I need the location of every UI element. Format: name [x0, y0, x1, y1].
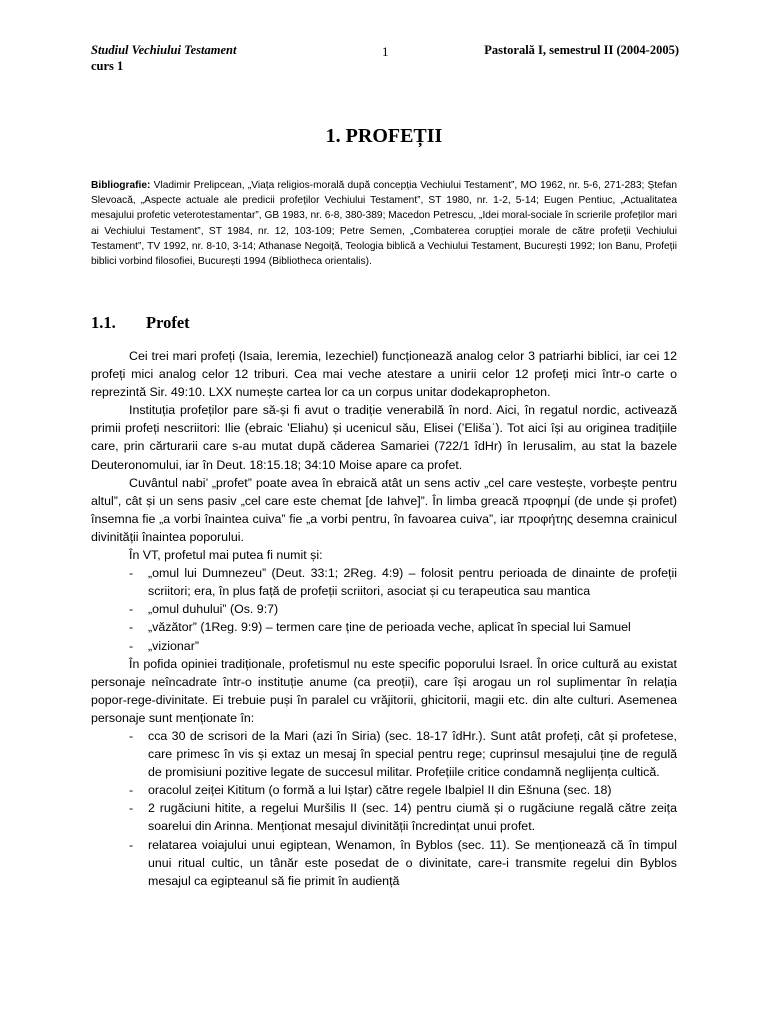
section-number: 1.1. [91, 313, 116, 332]
list-item-text: relatarea voiajului unui egiptean, Wenamon, în Byblos (sec. 11). Se menționează că în timpul unui ritual cultic, un tânăr este posedat de o divinitate, care-i transmite regelui din Byblos mesajul ca egipteanul să fie primit în audiență [148, 837, 677, 888]
list-dash: - [129, 783, 134, 798]
list-dash: - [129, 801, 134, 816]
list-dash: - [129, 566, 134, 581]
list-item [91, 781, 677, 799]
header-page-number: 1 [382, 44, 389, 59]
paragraph: Cuvântul nabi’ „profet” poate avea în ebraică atât un sens activ „cel care vestește, vorbește pentru altul”, cât și un sens pasiv „cel care este chemat [de Iahve]”. În limba greacă προφημί (de unde și profet) însemna fie „a vorbi înaintea cuiva” fie „a vorbi pentru, în favoarea cuiva”, iar προφήτης desemna crainicul divinității înaintea poporului. [91, 475, 677, 544]
body-text [91, 347, 677, 890]
list-item [91, 600, 677, 618]
section-title: Profet [146, 313, 190, 332]
list-item-text: cca 30 de scrisori de la Mari (azi în Siria) (sec. 18-17 îdHr.). Sunt atât profeți, cât și profetese, care primesc în vis și extaz un mesaj în special pentru rege; cuprinsul mesajului ține de regulă de promisiuni pozitive legate de succesul militar. Profețiile critice condamnă neglijența cultică. [148, 728, 677, 780]
list-item [91, 727, 677, 781]
prophet-names-list [91, 564, 677, 654]
bibliography-label: Bibliografie: [91, 180, 151, 191]
list-item [91, 564, 677, 600]
list-dash: - [129, 638, 134, 653]
list-item-text: oracolul zeiței Kititum (o formă a lui Iștar) către regele Ibalpiel II din Ešnuna (sec. 18) [148, 783, 612, 798]
list-dash: - [129, 837, 134, 852]
paragraph: Cei trei mari profeți (Isaia, Ieremia, Iezechiel) funcționează analog celor 3 patriarhi biblici, iar cei 12 profeți mici analog celor 12 triburi. Cea mai veche atestare a unirii celor 12 profeți mici într-o carte o reprezintă Sir. 49:10. LXX numește cartea lor ca un corpus unitar dodekapropheton. [91, 349, 677, 400]
list-dash: - [129, 602, 134, 617]
paragraph: În VT, profetul mai putea fi numit și: [129, 548, 323, 563]
list-item-text: „omul lui Dumnezeu” (Deut. 33:1; 2Reg. 4:9) – folosit pentru perioada de dinainte de profeții scriitori; era, în plus față de profeții scriitori, asociat și cu terapeutica sau mantica [148, 566, 677, 599]
list-item-text: 2 rugăciuni hitite, a regelui Muršilis II (sec. 14) pentru ciumă și o rugăciune regală către zeița soarelui din Arinna. Menționat mesajul divinității încredințat unui profet. [148, 801, 677, 834]
list-dash: - [129, 728, 134, 743]
bibliography-block [91, 178, 677, 269]
header-course-title: Studiul Vechiului Testament [91, 43, 237, 57]
bibliography-text: Vladimir Prelipcean, „Viața religios-morală după concepția Vechiului Testament”, MO 1962, nr. 5-6, 271-283; Ștefan Slevoacă, „Aspecte actuale ale predicii profeților Vechiului Testament”, ST 1980, nr. 1-2, 5-14; Eugen Pentiuc, „Actualitatea mesajului profetic veterotestamentar”, GB 1983, nr. 6-8, 380-389; Macedon Petrescu, „Idei moral-sociale în scrierile profeților mari ai Vechiului Testament”, ST 1984, nr. 12, 103-109; Petre Semen, „Combaterea corupției morale de către profeții Vechiului Testament”, TV 1992, nr. 8-10, 3-14; Athanase Negoiță, Teologia biblică a Vechiului Testament, București 1992; Ion Banu, Profeții biblici vorbind filosofiei, București 1994 (Bibliotheca orientalis). [91, 180, 677, 268]
chapter-title: 1. PROFEȚII [325, 125, 443, 147]
list-item [91, 836, 677, 890]
header-course-number: curs 1 [91, 59, 124, 73]
paragraph: În pofida opiniei tradiționale, profetismul nu este specific poporului Israel. În orice cultură au existat personaje neîncadrate într-o instituție anume (ca preoții), care își arogau un rol suplimentar în relația popor-rege-divinitate. Ei trebuie puși în paralel cu vrăjitorii, ghicitorii, magii etc. din alte culturi. Asemenea personaje sunt menționate în: [91, 656, 677, 725]
section-heading [91, 313, 190, 333]
list-dash: - [129, 620, 134, 635]
paragraph: Instituția profeților pare să-și fi avut o tradiție venerabilă în nord. Aici, în regatul nordic, activează primii profeți nescriitori: Ilie (ebraic ’Eliahu) și ucenicul său, Elisei (’Elišaʿ). Tot aici își au originea tradițiile care, prin cărturarii care s-au mutat după căderea Samariei (722/1 îdHr) în Ierusalim, au stat la bazele Deuteronomului, iar în Deut. 18:15.18; 34:10 Moise apare ca profet. [91, 403, 677, 472]
list-item-text: „omul duhului” (Os. 9:7) [148, 602, 279, 617]
list-item [91, 637, 677, 655]
list-item [91, 618, 677, 636]
sources-list [91, 727, 677, 890]
header-semester: Pastorală I, semestrul II (2004-2005) [484, 43, 679, 57]
list-item-text: „văzător” (1Reg. 9:9) – termen care ține de perioada veche, aplicat în special lui Samuel [148, 620, 631, 635]
list-item [91, 799, 677, 835]
list-item-text: „vizionar” [148, 638, 199, 653]
